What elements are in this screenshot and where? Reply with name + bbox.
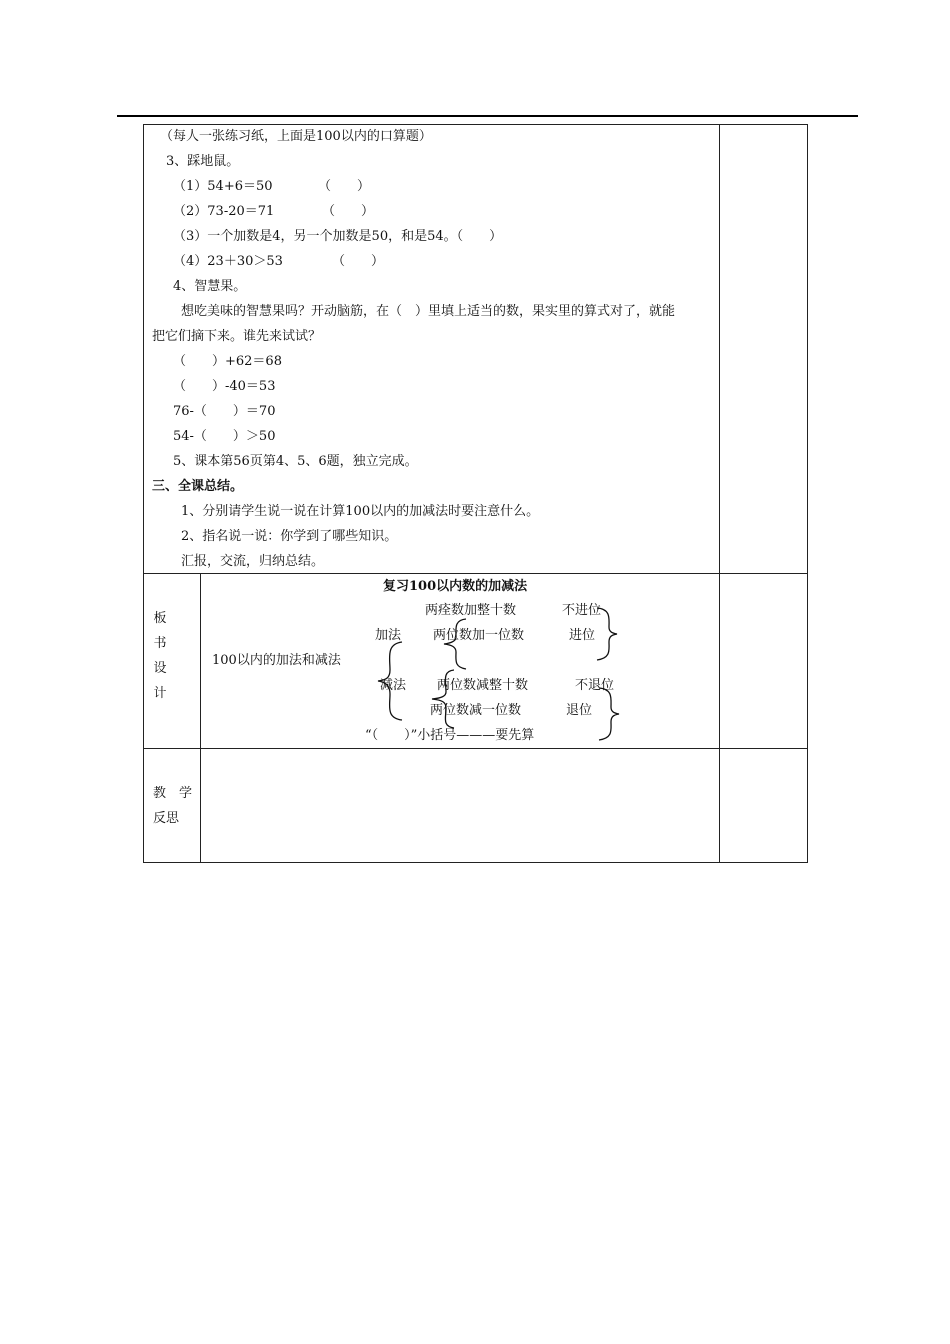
add-brace-icon <box>438 617 472 671</box>
board-parentheses-note: “（ ）”小括号———要先算 <box>365 728 535 743</box>
mole-item-3: （3）一个加数是4，另一个加数是50，和是54。（ ） <box>173 229 503 244</box>
row-divider-2 <box>143 748 808 749</box>
board-sub-item-1-result: 不退位 <box>575 678 615 693</box>
reflection-label-line-2: 反思 <box>153 811 180 826</box>
summary-item-1: 1、分别请学生说一说在计算100以内的加减法时要注意什么。 <box>181 504 540 519</box>
mole-item-2: （2）73-20＝71 <box>173 204 275 219</box>
sub-result-brace-icon <box>597 685 627 743</box>
mole-item-4: （4）23＋30＞53 <box>173 254 283 269</box>
mole-item-2-answer: （ ） <box>322 204 375 219</box>
add-result-brace-icon <box>595 605 625 663</box>
section-whack-mole: 3、踩地鼠。 <box>166 154 240 169</box>
fruit-item-3: 76-（ ）＝70 <box>173 404 276 419</box>
board-add-item-2-result: 进位 <box>569 628 596 643</box>
wisdom-fruit-intro: 想吃美味的智慧果吗？开动脑筋，在（ ）里填上适当的数，果实里的算式对了，就能 <box>181 304 676 319</box>
board-title: 复习100以内数的加减法 <box>383 579 528 594</box>
section-wisdom-fruit: 4、智慧果。 <box>173 279 247 294</box>
reflection-label-line-1: 教 学 <box>153 786 193 801</box>
board-add-item-2: 两位数加一位数 <box>433 628 525 643</box>
sub-brace-icon <box>428 668 462 730</box>
summary-item-2: 2、指名说一说：你学到了哪些知识。 <box>181 529 398 544</box>
board-root-label: 100以内的加法和减法 <box>212 653 341 668</box>
board-add-label: 加法 <box>375 628 402 643</box>
board-sub-item-2-result: 退位 <box>566 703 593 718</box>
mole-item-1-answer: （ ） <box>318 179 371 194</box>
fruit-item-1: （ ）+62＝68 <box>173 354 282 369</box>
board-add-item-1-result: 不进位 <box>562 603 602 618</box>
header-rule <box>117 115 858 117</box>
wisdom-fruit-intro-cont: 把它们摘下来。谁先来试试？ <box>152 329 322 344</box>
board-sub-item-1: 两位数减整十数 <box>437 678 529 693</box>
right-column-divider <box>719 124 720 863</box>
row-divider-1 <box>143 573 808 574</box>
board-sub-label: 减法 <box>380 678 407 693</box>
mole-item-1: （1）54+6＝50 <box>173 179 273 194</box>
mole-item-4-answer: （ ） <box>332 254 385 269</box>
board-label: 板 书 设 计 <box>153 611 167 701</box>
fruit-item-4: 54-（ ）＞50 <box>173 429 276 444</box>
fruit-item-2: （ ）-40＝53 <box>173 379 276 394</box>
summary-item-3: 汇报，交流，归纳总结。 <box>181 554 325 569</box>
section-summary-heading: 三、全课总结。 <box>152 479 244 494</box>
root-brace-icon <box>370 640 410 722</box>
textbook-exercise: 5、课本第56页第4、5、6题，独立完成。 <box>173 454 418 469</box>
board-sub-item-2: 两位数减一位数 <box>430 703 522 718</box>
board-add-item-1: 两痊数加整十数 <box>425 603 517 618</box>
worksheet-note: （每人一张练习纸，上面是100以内的口算题） <box>160 129 432 144</box>
label-column-divider <box>200 573 201 863</box>
